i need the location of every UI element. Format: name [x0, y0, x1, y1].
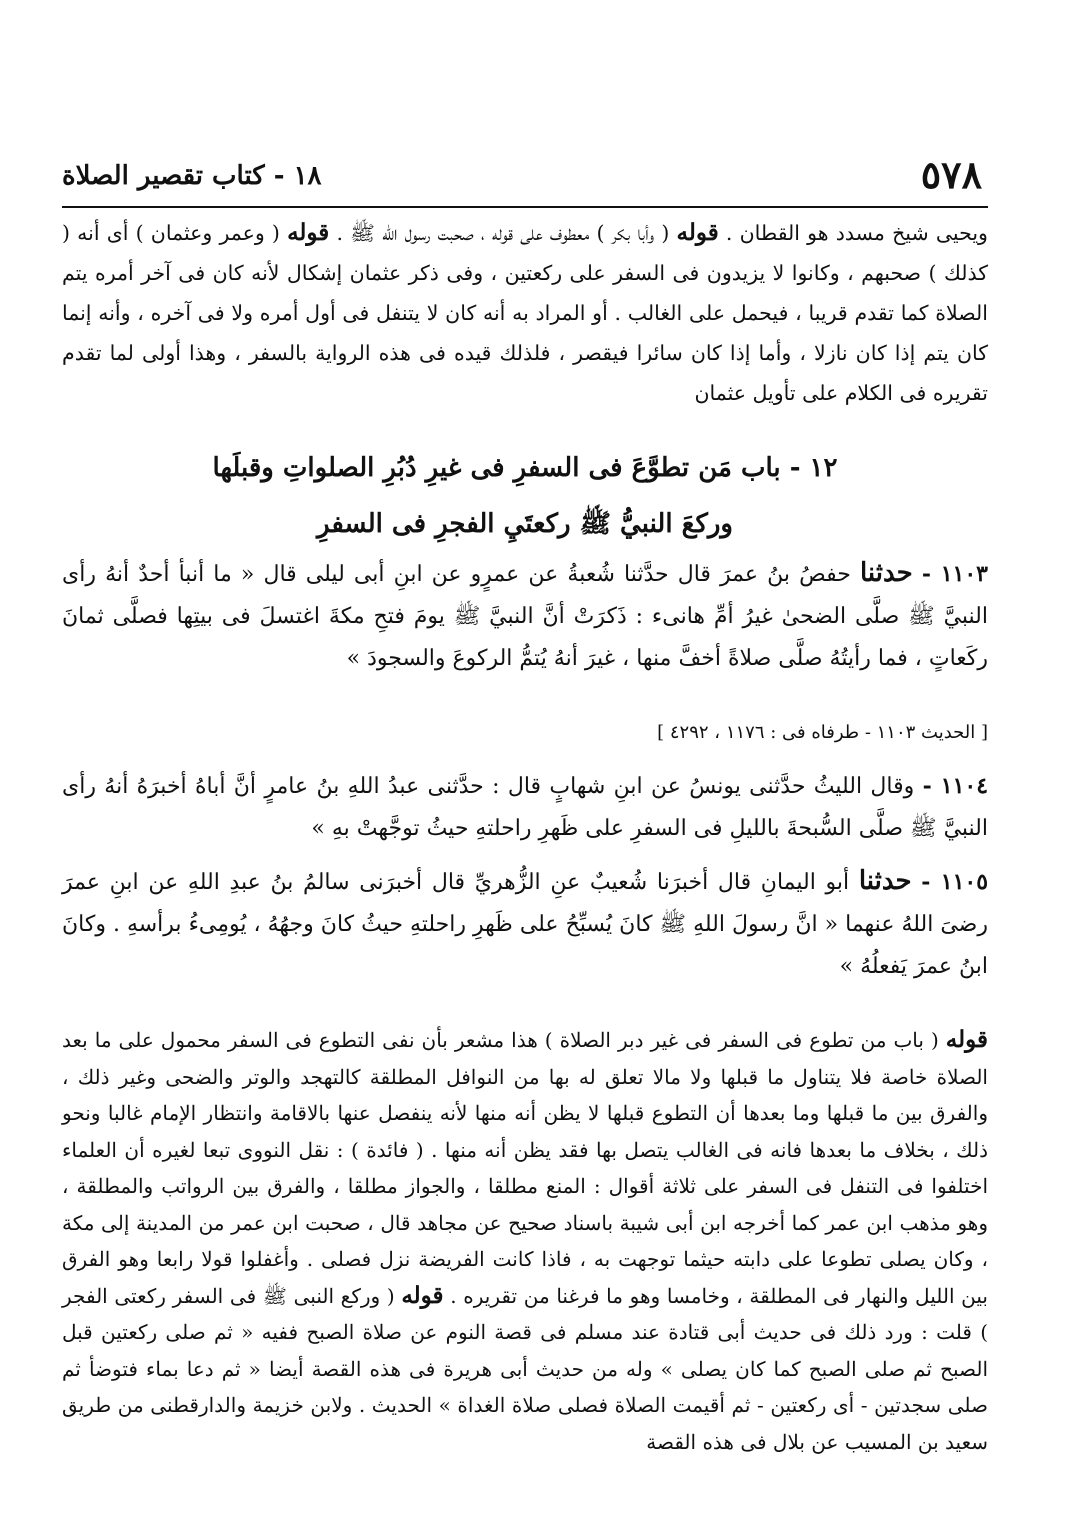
chapter-heading-line-1: [62, 440, 988, 496]
hadith-text: حفصُ بنُ عمرَ قال حدَّثنا شُعبةُ عن عمرٍو عن ابنِ أبى ليلى قال « ما أنبأ أحدٌ أنهُ رأى النبيَّ ﷺ صلَّى الضحىٰ غيرُ أمِّ هانىء : ذَكرَتْ أنَّ النبيَّ ﷺ يومَ فتحِ مكةَ اغتسلَ فى بيتِها فصلَّى ثمانَ ركَعاتٍ ، فما رأيتُهُ صلَّى صلاةً أخفَّ منها ، غيرَ أنهُ يُتمُّ الركوعَ والسجودَ »: [62, 562, 988, 671]
chapter-word: باب: [740, 453, 781, 483]
page-number: ٥٧٨: [920, 152, 982, 197]
haddathana-lead: حدثنا: [858, 866, 912, 896]
chapter-title-2: وركعَ النبيُّ ﷺ ركعتَيِ الفجرِ فى السفرِ: [317, 509, 733, 539]
hadith-crossref: [ الحديث ١١٠٣ - طرفاه فى : ١١٧٦ ، ٤٢٩٢ ]: [657, 722, 988, 743]
intro-text-3: ( وعمر وعثمان ) أى أنه ( كذلك ) صحبهم ، وكانوا لا يزيدون فى السفر على ركعتين ، وفى ذكر عثمان إشكال لأنه كان فى آخر أمره يتم الصلاة كما تقدم قريبا ، فيحمل على الغالب . أو المراد به أنه كان لا يتنفل فى أول أمره ولا فى آخره ، وأنه إنما كان يتم إذا كان نازلا ، وأما إذا كان سائرا فيقصر ، فلذلك قيده فى هذه الرواية بالسفر ، وهذا أولى لما تقدم تقريره فى الكلام على تأويل عثمان: [62, 221, 988, 405]
hadith-1103: [62, 552, 988, 680]
intro-commentary: [62, 213, 988, 413]
qawluhu-keyword: قوله: [401, 1281, 444, 1309]
hadith-number: ١١٠٥ -: [921, 869, 989, 895]
page-header: [62, 150, 982, 200]
chapter-heading: [62, 440, 988, 552]
chapter-title-1: مَن تطوَّعَ فى السفرِ فى غيرِ دُبُرِ الصلواتِ وقبلَها: [212, 453, 732, 483]
hadith-text: أبو اليمانِ قال أخبرَنا شُعيبٌ عنِ الزُّهريِّ قال أخبرَنى سالمُ بنُ عبدِ اللهِ عن ابنِ عمرَ رضىَ اللهُ عنهما « انَّ رسولَ اللهِ ﷺ كانَ يُسبِّحُ على ظَهرِ راحلتهِ حيثُ كانَ وجهُهُ ، يُومِىءُ برأسهِ . وكانَ ابنُ عمرَ يَفعلُهُ »: [62, 870, 988, 979]
hadith-1104: [62, 765, 988, 850]
intro-text-2: ( وأبا بكر ) معطوف على قوله ، صحبت رسول الله ﷺ .: [336, 221, 670, 245]
commentary-text-2: ( وركع النبى ﷺ فى السفر ركعتى الفجر ) قلت : ورد ذلك فى حديث أبى قتادة عند مسلم فى قصة النوم عن صلاة الصبح ففيه « ثم صلى ركعتين قبل الصبح ثم صلى الصبح كما كان يصلى » وله من حديث أبى هريرة فى هذه القصة أيضا « ثم دعا بماء فتوضأ ثم صلى سجدتين - أى ركعتين - ثم أقيمت الصلاة فصلى صلاة الغداة » الحديث . ولابن خزيمة والدارقطنى من طريق سعيد بن المسيب عن بلال فى هذه القصة: [62, 1283, 988, 1454]
haddathana-lead: حدثنا: [859, 558, 913, 588]
commentary-section: [62, 1022, 988, 1460]
hadith-text: وقال الليثُ حدَّثنى يونسُ عن ابنِ شهابٍ قال : حدَّثنى عبدُ اللهِ بنُ عامرٍ أنَّ أباهُ أخبرَهُ أنهُ رأى النبيَّ ﷺ صلَّى السُّبحةَ بالليلِ فى السفرِ على ظَهرِ راحلتهِ حيثُ توجَّهتْ بهِ »: [62, 774, 988, 841]
hadith-1105: [62, 860, 988, 988]
header-rule: [62, 206, 988, 208]
chapter-number: ١٢ -: [789, 453, 838, 483]
qawluhu-keyword: قوله: [945, 1026, 989, 1053]
qawluhu-keyword: قوله: [676, 219, 719, 246]
commentary-text-1: ( باب من تطوع فى السفر فى غير دبر الصلاة ) هذا مشعر بأن نفى التطوع فى السفر محمول على ما بعد الصلاة خاصة فلا يتناول ما قبلها ولا مالا تعلق له بها من النوافل المطلقة كالتهجد والوتر والضحى وغير ذلك ، والفرق بين ما قبلها وما بعدها أن التطوع قبلها لا يظن أنه منها لأنه ينفصل عنها بالاقامة وانتظار الإمام غالبا ونحو ذلك ، بخلاف ما بعدها فانه فى الغالب يتصل بها فقد يظن أنه منها . ( فائدة ) : نقل النووى تبعا لغيره أن العلماء اختلفوا فى التنفل فى السفر على ثلاثة أقوال : المنع مطلقا ، والجواز مطلقا ، والفرق بين الرواتب والمطلقة ، وهو مذهب ابن عمر كما أخرجه ابن أبى شيبة باسناد صحيح عن مجاهد قال ، صحبت ابن عمر من المدينة إلى مكة ، وكان يصلى تطوعا على دابته حيثما توجهت به ، فاذا كانت الفريضة نزل فصلى . وأغفلوا قولا رابعا وهو الفرق بين الليل والنهار فى المطلقة ، وخامسا وهو ما فرغنا من تقريره .: [62, 1028, 988, 1308]
qawluhu-keyword: قوله: [287, 219, 330, 246]
hadith-number: ١١٠٣ -: [921, 561, 988, 587]
running-title: ١٨ - كتاب تقصير الصلاة: [62, 161, 322, 191]
intro-text-1: ويحيى شيخ مسدد هو القطان .: [725, 221, 988, 245]
hadith-number: ١١٠٤ -: [922, 773, 989, 799]
